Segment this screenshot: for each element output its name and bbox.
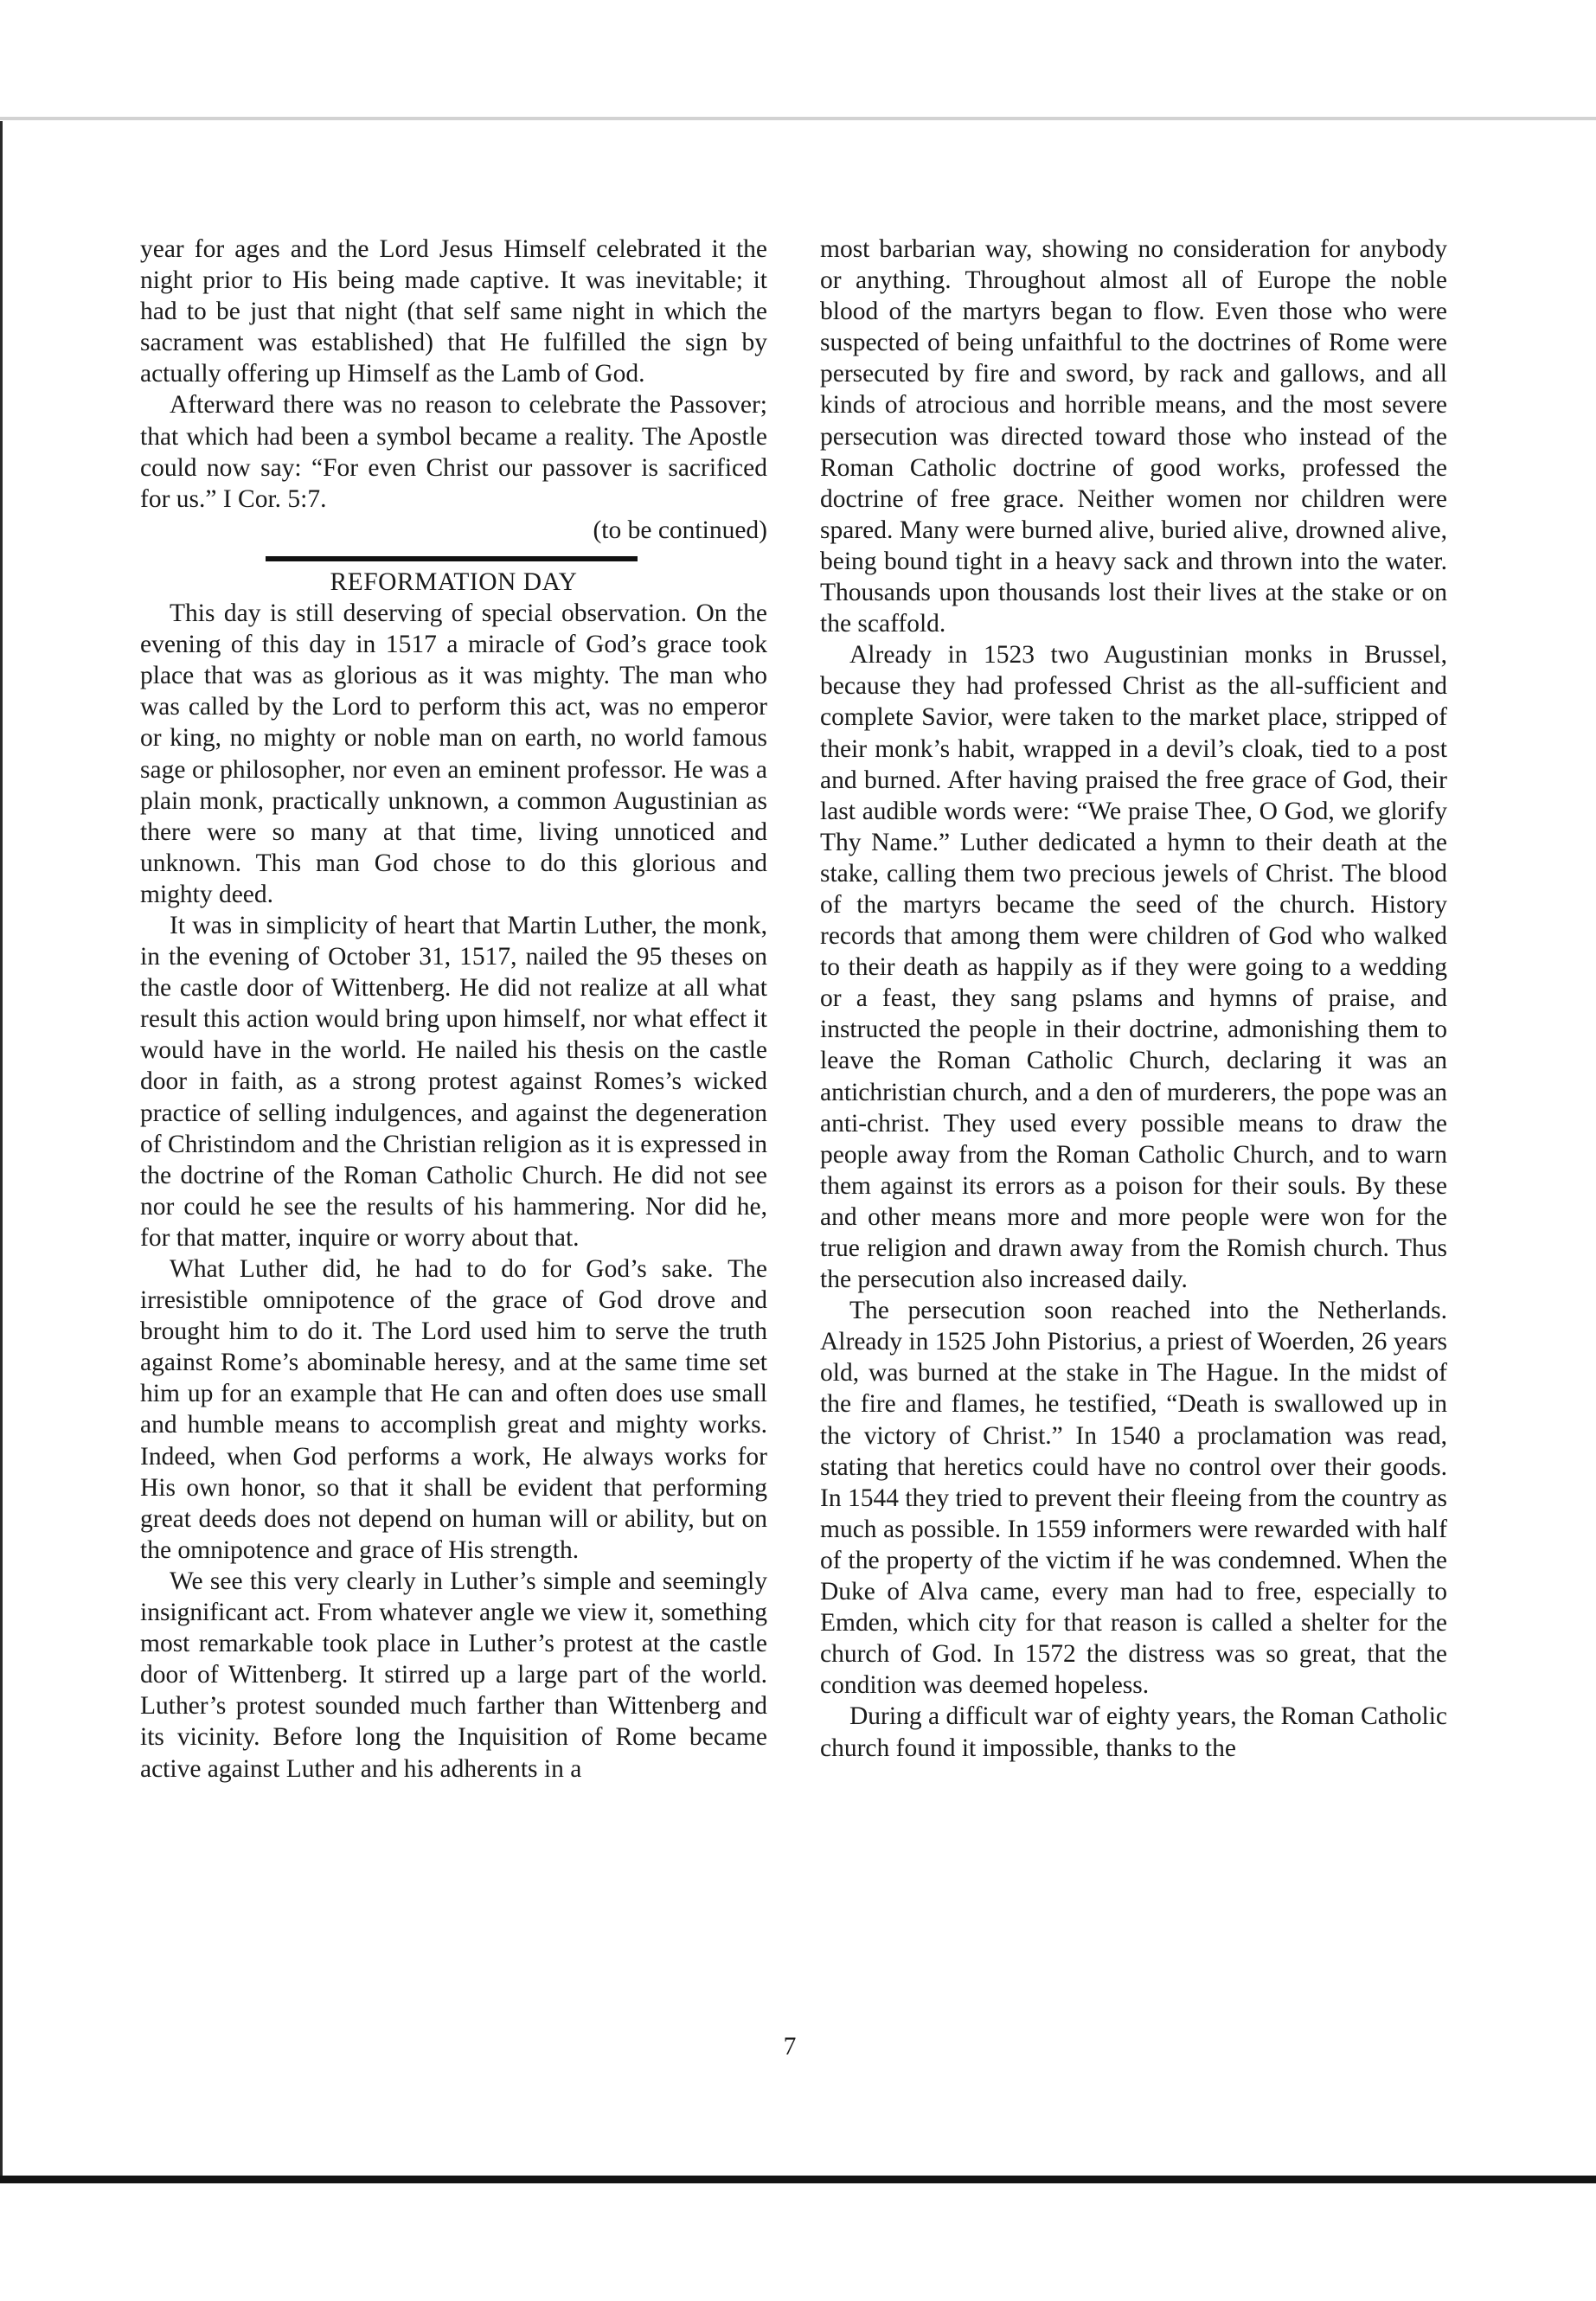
left-paragraph-3: This day is still deserving of special observation. On the evening of this day in 1517 a miracle of God’s grace took place that was as glorious as it was mighty. The man who was called by the Lord to perform this act, was no emperor or king, no mighty or noble man on earth, no world famous sage or philosopher, nor even an eminent professor. He was a plain monk, practically unknown, a common Augustinian as there were so many at that time, living unnoticed and unknown. This man God chose to do this glorious and mighty deed. — [140, 599, 767, 908]
right-column — [820, 234, 1447, 1764]
section-divider — [266, 556, 638, 561]
right-paragraph-1: most barbarian way, showing no consideration for anybody or anything. Throughout almost all of Europe the noble blood of the martyrs began to flow. Even those who were suspected of being unfaithful to the doctrines of Rome were persecuted by fire and sword, by rack and gallows, and all kinds of atrocious and horrible means, and the most severe persecution was directed toward those who instead of the Roman Catholic doctrine of good works, professed the doctrine of free grace. Neither women nor children were spared. Many were burned alive, buried alive, drowned alive, being bound tight in a heavy sack and thrown into the water. Thousands upon thousands lost their lives at the stake or on the scaffold. — [820, 235, 1447, 638]
page-number: 7 — [783, 2033, 797, 2061]
bottom-scan-border — [0, 2176, 1596, 2183]
right-paragraph-4: During a difficult war of eighty years, the Roman Catholic church found it impossible, thanks to the — [820, 1702, 1447, 1762]
right-paragraph-2: Already in 1523 two Augustinian monks in Brussel, because they had professed Christ as the all-sufficient and complete Savior, were taken to the market place, stripped of their monk’s habit, wrapped in a devil’s cloak, tied to a post and burned. After having praised the free grace of God, their last audible words were: “We praise Thee, O God, we glorify Thy Name.” Luther dedicated a hymn to their death at the stake, calling them two precious jewels of Christ. The blood of the martyrs became the seed of the church. History records that among them were children of God who walked to their death as happily as if they were going to a wedding or a feast, they sang pslams and hymns of praise, and instructed the people in their doctrine, admonishing them to leave the Roman Catholic Church, declaring it was an antichristian church, and a den of murderers, the pope was an anti-christ. They used every possible means to draw the people away from the Roman Catholic Church, and to warn them against its errors as a poison for their souls. By these and other means more and more people were won for the true religion and drawn away from the Romish church. Thus the persecution also increased daily. — [820, 641, 1447, 1294]
right-paragraph-3: The persecution soon reached into the Netherlands. Already in 1525 John Pistorius, a priest of Woerden, 26 years old, was burned at the stake in The Hague. In the midst of the fire and flames, he testified, “Death is swallowed up in the victory of Christ.” In 1540 a proclamation was read, stating that heretics could have no control over their goods. In 1544 they tried to prevent their fleeing from the country as much as possible. In 1559 informers were rewarded with half of the property of the victim if he was condemned. When the Duke of Alva came, every man had to free, especially to Emden, which city for that reason is called a shelter for the church of God. In 1572 the distress was so great, that the condition was deemed hopeless. — [820, 1297, 1447, 1700]
left-paragraph-1: year for ages and the Lord Jesus Himself celebrated it the night prior to His being made captive. It was inevitable; it had to be just that night (that self same night in which the sacrament was established) that He fulfilled the sign by actually offering up Himself as the Lamb of God. — [140, 235, 767, 388]
left-column — [140, 234, 767, 1785]
to-be-continued: (to be continued) — [593, 516, 767, 544]
left-paragraph-4: It was in simplicity of heart that Martin Luther, the monk, in the evening of October 31, 1517, nailed the 95 theses on the castle door of Wittenberg. He did not realize at all what result this action would bring upon himself, nor what effect it would have in the world. He nailed his thesis on the castle door in faith, as a strong protest against Romes’s wicked practice of selling indulgences, and against the degeneration of Christindom and the Christian religion as it is expressed in the doctrine of the Roman Catholic Church. He did not see nor could he see the results of his hammering. Nor did he, for that matter, inquire or worry about that. — [140, 911, 767, 1252]
top-scan-border — [0, 117, 1596, 120]
left-paragraph-2: Afterward there was no reason to celebrate the Passover; that which had been a symbol became a reality. The Apostle could now say: “For even Christ our passover is sacrificed for us.” I Cor. 5:7. — [140, 391, 767, 513]
section-heading: REFORMATION DAY — [330, 567, 578, 596]
left-scan-edge — [0, 121, 3, 2180]
left-paragraph-6: We see this very clearly in Luther’s simple and seemingly insignificant act. From whatever angle we view it, something most remarkable took place in Luther’s protest at the castle door of Wittenberg. It stirred up a large part of the world. Luther’s protest sounded much farther than Wittenberg and its vicinity. Before long the Inquisition of Rome became active against Luther and his adherents in a — [140, 1567, 767, 1783]
left-paragraph-5: What Luther did, he had to do for God’s sake. The irresistible omnipotence of the grace of God drove and brought him to do it. The Lord used him to serve the truth against Rome’s abominable heresy, and at the same time set him up for an example that He can and often does use small and humble means to accomplish great and mighty works. Indeed, when God performs a work, He always works for His own honor, so that it shall be evident that performing great deeds does not depend on human will or ability, but on the omnipotence and grace of His strength. — [140, 1255, 767, 1564]
